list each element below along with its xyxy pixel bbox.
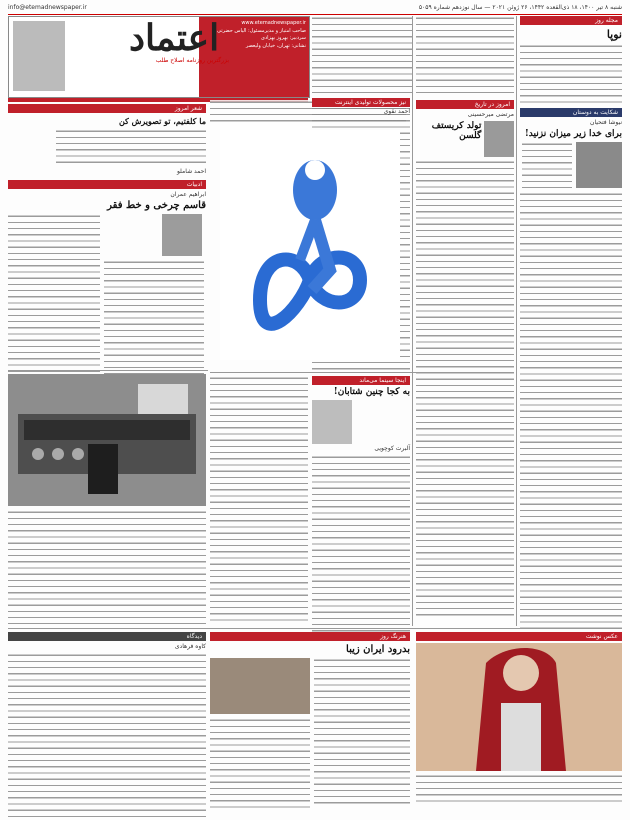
caption-text	[416, 774, 622, 802]
article-text	[8, 510, 206, 624]
newspaper-logo: اعتماد	[129, 17, 220, 59]
author-photo	[312, 400, 352, 444]
art-body	[210, 658, 410, 808]
article-text	[314, 658, 410, 808]
horizontal-rule	[8, 628, 622, 629]
portrait-photo	[210, 658, 310, 714]
article-text	[522, 142, 572, 188]
section-tag: دیدگاه	[8, 632, 206, 641]
author-name: کاوه فرهادی	[174, 643, 206, 650]
section-tag: مجله روز	[520, 16, 622, 25]
essay-drawing	[416, 643, 622, 771]
author-photo	[162, 214, 202, 256]
essay-photo	[416, 643, 622, 771]
masthead	[8, 16, 310, 98]
article-text	[416, 16, 514, 96]
author-name: نیوشا فتحیان	[590, 119, 622, 126]
section-tag: نیز محصولات تولیدی اینترنت	[312, 98, 410, 107]
author-name: آلبرت کوچویی	[374, 445, 410, 452]
horizontal-rule	[8, 370, 208, 371]
strip-line: نشانی: تهران، خیابان ولیعصر	[245, 42, 306, 49]
author-photos	[520, 142, 622, 188]
section-tag: اینجا سینما می‌ماند	[312, 376, 410, 385]
article-text	[416, 160, 514, 620]
date-text: شنبه ۸ تیر ۱۴۰۰، ۱۸ ذی‌القعده ۱۴۴۲، ۲۶ ژوئن ۲۰۲۱ — سال نوزدهم شماره ۵۰۵۹	[418, 4, 622, 11]
headline: نوپا	[606, 28, 622, 41]
article-text	[8, 214, 100, 374]
history-column	[416, 100, 514, 620]
headline: تولد کریستف گلسن	[431, 121, 482, 141]
author-photo	[576, 142, 622, 188]
thumbnail-image	[13, 21, 65, 91]
section-tag: عکس نوشت	[416, 632, 622, 641]
author-name: ابراهیم عمران	[170, 191, 206, 198]
article-body	[8, 214, 206, 374]
section-tag: شعر امروز	[8, 104, 206, 113]
headline: بدرود ایران زیبا	[346, 644, 410, 655]
poet-name: احمد شاملو	[176, 168, 206, 175]
cinema-column	[312, 376, 410, 635]
section-tag: امروز در تاریخ	[416, 100, 514, 109]
art-column	[210, 632, 410, 808]
poem-title: ما کلفتیم، تو تصویرش کن	[118, 116, 206, 126]
headline: به کجا چنین شتابان!	[333, 387, 410, 397]
meta-cartoon	[220, 130, 400, 360]
column-divider	[412, 16, 413, 626]
article-text	[312, 455, 410, 635]
portrait-photo	[484, 121, 514, 157]
article-text	[104, 260, 204, 374]
column-divider	[516, 16, 517, 626]
tagline: بزرگترین روزنامه اصلاح طلب	[155, 57, 229, 64]
cartoon-area	[210, 100, 406, 370]
mid-header	[312, 98, 410, 115]
article-text	[210, 718, 310, 808]
far-right-column	[520, 16, 622, 712]
left-column	[8, 104, 206, 374]
section-tag: هنرنگ روز	[210, 632, 410, 641]
site-url: www.etemadnewspaper.ir	[241, 20, 306, 26]
author-name: مرتضی میرحسینی	[467, 111, 514, 118]
poem-text	[56, 129, 206, 167]
strip-line: صاحب امتیاز و مدیرمسئول: الیاس حضرتی	[217, 27, 306, 34]
opinion-column	[8, 632, 206, 817]
headline: برای خدا زیر میزان نزنید!	[524, 129, 622, 139]
photo-essay	[416, 632, 622, 802]
studio-photo	[8, 374, 206, 506]
section-tag: ادبیات	[8, 180, 206, 189]
strip-line: سردبیر: بهروز بهزادی	[261, 35, 306, 41]
section-tag: شکایت به دوستان	[520, 108, 622, 117]
article-right	[104, 214, 204, 374]
article-text	[312, 16, 412, 96]
article-text	[8, 653, 206, 817]
article-text	[210, 376, 308, 624]
date-line	[8, 4, 622, 15]
author-name: احمد نقوی	[383, 108, 410, 115]
headline: قاسم چرخی و خط فقر	[107, 200, 206, 211]
photo-drawing	[8, 374, 206, 506]
horizontal-rule	[210, 372, 514, 373]
article-text	[520, 44, 622, 104]
website-text: info@etemadnewspaper.ir	[8, 4, 87, 11]
art-left	[210, 658, 310, 808]
headline-row	[416, 121, 514, 157]
